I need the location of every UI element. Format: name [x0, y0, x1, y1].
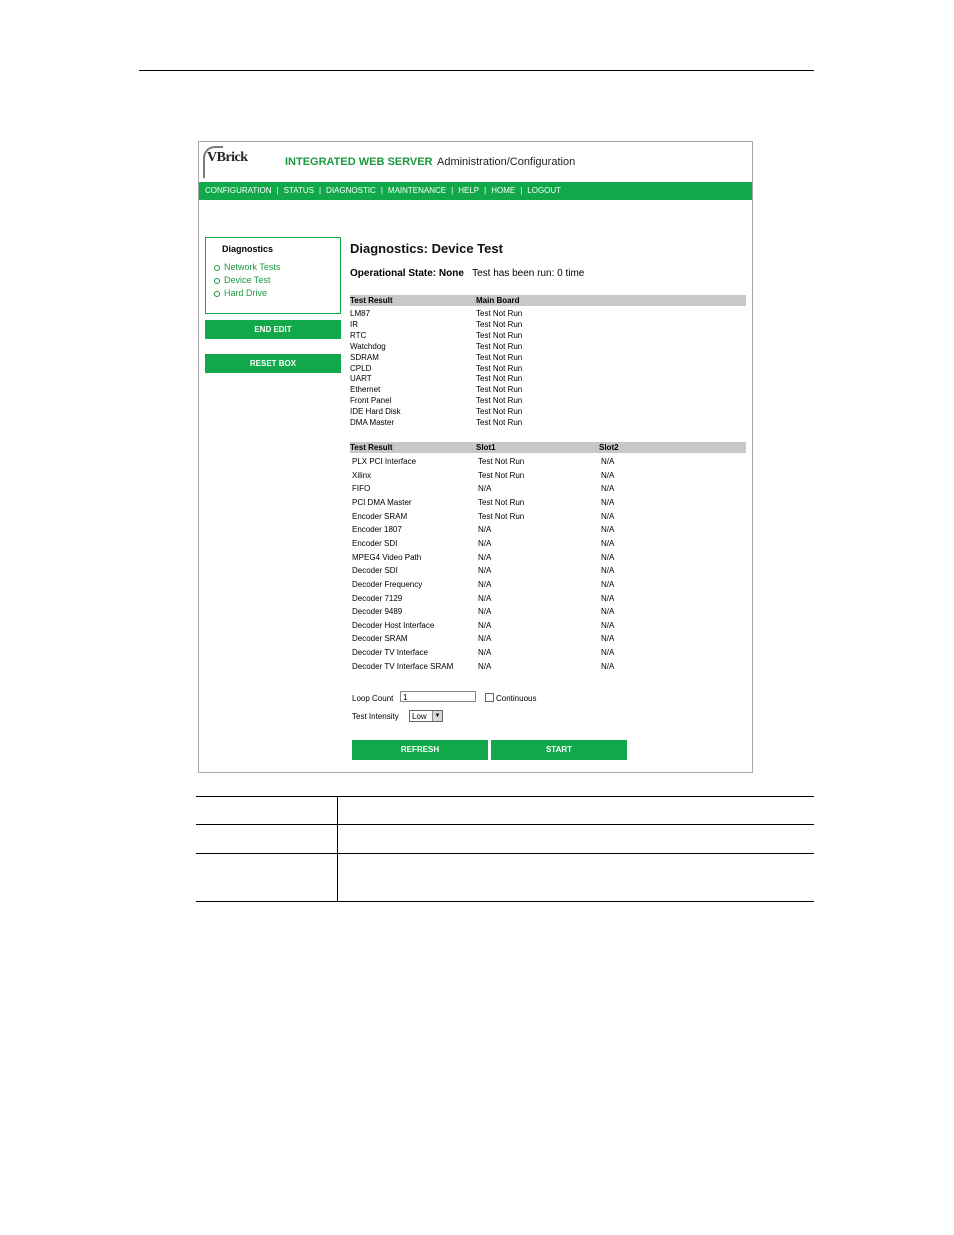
- nav-home[interactable]: HOME: [491, 186, 516, 195]
- slot-test-name: Decoder 7129: [352, 593, 403, 603]
- nav-configuration[interactable]: CONFIGURATION: [205, 186, 272, 195]
- slot2-result: N/A: [601, 634, 615, 644]
- doc-table-rule: [196, 853, 814, 854]
- slot-test-name: FIFO: [352, 484, 371, 494]
- sidebar-item-device-test[interactable]: Device Test: [214, 275, 270, 285]
- slot1-result: N/A: [478, 661, 492, 671]
- slot2-result: N/A: [601, 484, 615, 494]
- app-subtitle: Administration/Configuration: [437, 156, 576, 168]
- main-test-name: CPLD: [350, 363, 372, 373]
- bullet-icon: [214, 291, 220, 297]
- nav-maintenance[interactable]: MAINTENANCE: [387, 186, 447, 195]
- slot-table-header: Test Result Slot1 Slot2: [350, 442, 746, 453]
- vbrick-logo: VBrick: [207, 150, 248, 165]
- main-test-name: DMA Master: [350, 418, 395, 427]
- slot-test-name: MPEG4 Video Path: [352, 552, 422, 562]
- main-board-result: Test Not Run: [476, 352, 523, 362]
- nav-logout[interactable]: LOGOUT: [527, 186, 562, 195]
- test-intensity-label: Test Intensity: [352, 712, 399, 721]
- slot1-result: N/A: [478, 552, 492, 562]
- slot-test-name: Encoder SDI: [352, 538, 398, 548]
- sidebar-item-hard-drive[interactable]: Hard Drive: [214, 288, 267, 298]
- bullet-icon: [214, 265, 220, 271]
- slot1-result: Test Not Run: [478, 457, 525, 466]
- diagnostics-sidebar: [205, 237, 341, 314]
- slot2-result: N/A: [601, 497, 615, 507]
- top-nav: CONFIGURATION | STATUS | DIAGNOSTIC | MAINTENANCE | HELP | HOME | LOGOUT: [199, 182, 752, 200]
- slot2-result: N/A: [601, 525, 615, 535]
- header: [199, 142, 752, 182]
- slot1-result: Test Not Run: [478, 497, 525, 507]
- slot1-result: Test Not Run: [478, 511, 525, 521]
- slot2-result: N/A: [601, 648, 615, 658]
- nav-diagnostic[interactable]: DIAGNOSTIC: [326, 186, 376, 195]
- end-edit-button[interactable]: END EDIT: [205, 320, 341, 339]
- doc-table-rule: [196, 796, 814, 797]
- slot-test-name: PLX PCI Interface: [352, 457, 417, 466]
- slot-test-name: Decoder SRAM: [352, 634, 408, 644]
- loop-count-label: Loop Count: [352, 694, 394, 703]
- main-test-name: Watchdog: [350, 341, 386, 351]
- sidebar-item-network-tests[interactable]: Network Tests: [214, 262, 280, 272]
- main-test-name: Front Panel: [350, 396, 392, 406]
- slot-test-name: Decoder TV Interface: [352, 648, 428, 658]
- slot-test-name: Decoder 9489: [352, 607, 403, 617]
- main-board-result: Test Not Run: [476, 374, 523, 384]
- bullet-icon: [214, 278, 220, 284]
- slot-test-name: Decoder TV Interface SRAM: [352, 661, 454, 671]
- slot-test-name: Decoder Frequency: [352, 579, 423, 589]
- nav-status[interactable]: STATUS: [283, 186, 314, 195]
- slot1-result: N/A: [478, 484, 492, 494]
- main-board-table-header: Test Result Main Board: [350, 295, 746, 306]
- main-test-name: IR: [350, 319, 358, 329]
- continuous-label: Continuous: [496, 694, 537, 703]
- reset-box-button[interactable]: RESET BOX: [205, 354, 341, 373]
- main-test-name: RTC: [350, 330, 367, 340]
- slot-test-name: PCI DMA Master: [352, 497, 412, 507]
- chevron-down-icon: ▼: [432, 711, 442, 721]
- slot2-result: N/A: [601, 661, 615, 671]
- main-board-result: Test Not Run: [476, 319, 523, 329]
- slot-test-name: Encoder 1807: [352, 525, 402, 535]
- slot-test-name: Decoder Host Interface: [352, 620, 435, 630]
- slot1-result: N/A: [478, 525, 492, 535]
- loop-count-input[interactable]: 1: [400, 691, 476, 702]
- start-button[interactable]: START: [491, 740, 627, 760]
- slot1-result: N/A: [478, 607, 492, 617]
- slot2-result: N/A: [601, 620, 615, 630]
- test-intensity-select[interactable]: Low ▼: [409, 710, 443, 722]
- sidebar-title: Diagnostics: [222, 244, 274, 254]
- slot1-result: N/A: [478, 566, 492, 576]
- main-test-name: IDE Hard Disk: [350, 407, 401, 417]
- main-test-name: SDRAM: [350, 352, 379, 362]
- page-title: Diagnostics: Device Test: [350, 241, 503, 256]
- main-test-name: LM87: [350, 309, 371, 318]
- main-board-result: Test Not Run: [476, 396, 523, 406]
- main-board-result: Test Not Run: [476, 309, 523, 318]
- slot1-result: Test Not Run: [478, 470, 525, 480]
- slot1-result: N/A: [478, 579, 492, 589]
- slot2-result: N/A: [601, 511, 615, 521]
- main-board-result: Test Not Run: [476, 418, 523, 427]
- slot2-result: N/A: [601, 538, 615, 548]
- main-board-result: Test Not Run: [476, 330, 523, 340]
- slot2-result: N/A: [601, 566, 615, 576]
- main-board-result: Test Not Run: [476, 407, 523, 417]
- slot1-result: N/A: [478, 620, 492, 630]
- slot2-result: N/A: [601, 579, 615, 589]
- app-title: INTEGRATED WEB SERVER: [285, 156, 433, 168]
- main-test-name: Ethernet: [350, 385, 381, 395]
- slot2-result: N/A: [601, 593, 615, 603]
- page-top-rule: [139, 70, 814, 71]
- screenshot-frame: [198, 141, 753, 773]
- slot1-result: N/A: [478, 634, 492, 644]
- main-board-result: Test Not Run: [476, 385, 523, 395]
- slot-test-name: Encoder SRAM: [352, 511, 408, 521]
- main-board-result: Test Not Run: [476, 341, 523, 351]
- main-test-name: UART: [350, 374, 372, 384]
- doc-table-rule: [196, 901, 814, 902]
- doc-table-divider: [337, 796, 338, 902]
- slot-test-name: Xilinx: [352, 470, 372, 480]
- main-board-result: Test Not Run: [476, 363, 523, 373]
- doc-table-rule: [196, 824, 814, 825]
- slot1-result: N/A: [478, 593, 492, 603]
- slot2-result: N/A: [601, 470, 615, 480]
- slot2-result: N/A: [601, 607, 615, 617]
- slot2-result: N/A: [601, 457, 615, 466]
- operational-state: Operational State: None Test has been run: 0 time: [350, 268, 585, 279]
- slot1-result: N/A: [478, 538, 492, 548]
- slot1-result: N/A: [478, 648, 492, 658]
- refresh-button[interactable]: REFRESH: [352, 740, 488, 760]
- continuous-checkbox[interactable]: [485, 693, 494, 702]
- nav-help[interactable]: HELP: [458, 186, 480, 195]
- slot2-result: N/A: [601, 552, 615, 562]
- slot-test-name: Decoder SDI: [352, 566, 398, 576]
